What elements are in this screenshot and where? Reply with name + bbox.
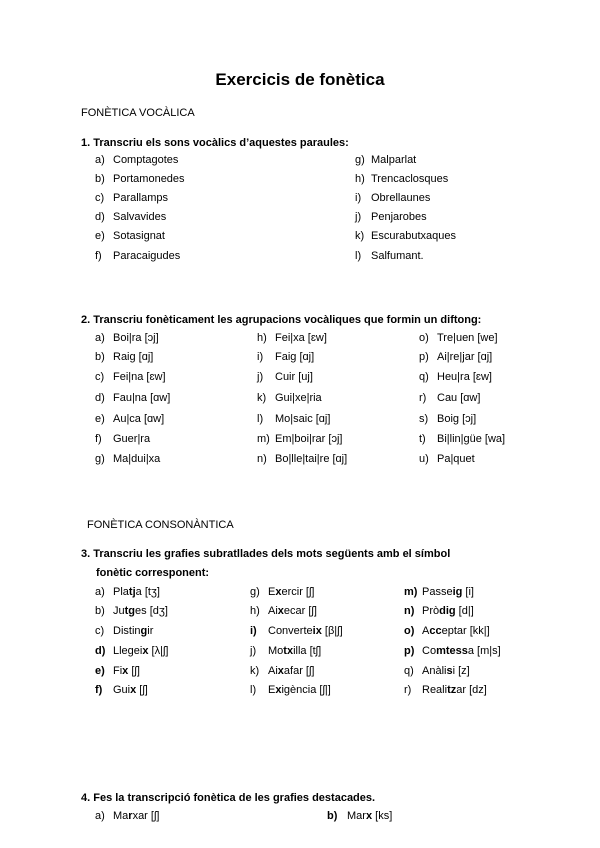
item-letter: r): [404, 684, 412, 696]
item-letter: l): [257, 413, 264, 425]
item-text: Penjarobes: [371, 211, 427, 223]
item-letter: c): [95, 371, 105, 383]
word-suffix: ercir: [281, 586, 303, 598]
list-item: [95, 154, 178, 166]
item-letter: g): [355, 154, 365, 166]
phonetic-symbol: [λ|ʃ]: [148, 645, 169, 657]
item-letter: k): [257, 392, 267, 404]
word-prefix: Reali: [422, 684, 448, 696]
item-letter: h): [257, 332, 267, 344]
question-3-continued: fonètic corresponent:: [96, 567, 210, 579]
question-2: 2. Transcriu fonèticament les agrupacions vocàliques que formin un diftong:: [81, 314, 482, 326]
word-prefix: Co: [422, 645, 437, 657]
item-letter: i): [355, 192, 362, 204]
question-1: 1. Transcriu els sons vocàlics d’aquestes paraules:: [81, 137, 349, 149]
item-letter: o): [404, 625, 415, 637]
highlighted-grapheme: tz: [447, 684, 457, 696]
phonetic-symbol: [d|]: [455, 605, 474, 617]
word-prefix: Ju: [113, 605, 125, 617]
item-text: Gui|xe|ria: [275, 392, 322, 404]
item-text: Guer|ra: [113, 433, 151, 445]
item-letter: b): [327, 810, 338, 822]
highlighted-grapheme: x: [122, 665, 129, 677]
list-item: [419, 413, 476, 425]
word-prefix: Llegei: [113, 645, 143, 657]
item-letter: d): [95, 645, 106, 657]
list-item: [419, 351, 492, 363]
item-text: Mo|saic [ɑj]: [275, 413, 331, 425]
item-text: Sotasignat: [113, 230, 165, 242]
highlighted-grapheme: g: [140, 625, 148, 637]
list-item: [404, 665, 470, 677]
item-text: Trencaclosques: [371, 173, 449, 185]
word-prefix: Gui: [113, 684, 131, 696]
item-letter: c): [95, 192, 105, 204]
highlighted-grapheme: s: [446, 665, 453, 677]
item-text: Obrellaunes: [371, 192, 431, 204]
highlighted-grapheme: cc: [429, 625, 442, 637]
list-item: [419, 453, 475, 465]
word-suffix: a: [135, 586, 142, 598]
item-letter: a): [95, 810, 105, 822]
word-suffix: illa: [293, 645, 307, 657]
list-item: [95, 810, 159, 822]
list-item: [355, 154, 416, 166]
phonetic-symbol: [ʃ]: [147, 810, 160, 822]
item-letter: g): [250, 586, 260, 598]
phonetic-symbol: [ʃ]: [305, 605, 317, 617]
item-letter: a): [95, 332, 105, 344]
list-item: [95, 645, 168, 657]
item-text: Boi|ra [ɔj]: [113, 332, 159, 344]
word-prefix: Prò: [422, 605, 440, 617]
item-word: [113, 684, 136, 696]
list-item: [95, 250, 180, 262]
list-item: [95, 665, 140, 677]
highlighted-grapheme: tg: [124, 605, 136, 617]
item-letter: n): [257, 453, 267, 465]
item-text: Faig [ɑj]: [275, 351, 315, 363]
item-letter: c): [95, 625, 105, 637]
item-letter: r): [419, 392, 427, 404]
list-item: [95, 453, 160, 465]
phonetic-symbol: [ʃ]: [128, 665, 140, 677]
item-letter: d): [95, 211, 105, 223]
item-letter: t): [419, 433, 426, 445]
word-prefix: A: [422, 625, 430, 637]
list-item: [95, 433, 150, 445]
item-letter: d): [95, 392, 105, 404]
list-item: [355, 173, 448, 185]
word-prefix: Ai: [268, 605, 278, 617]
list-item: [355, 230, 456, 242]
item-word: [113, 645, 148, 657]
word-prefix: Distin: [113, 625, 141, 637]
list-item: [404, 625, 490, 637]
item-letter: f): [95, 684, 103, 696]
word-prefix: Ma: [113, 810, 129, 822]
list-item: [95, 230, 165, 242]
section-heading-vocalica: FONÈTICA VOCÀLICA: [81, 107, 195, 119]
phonetic-symbol: [i]: [462, 586, 474, 598]
list-item: [404, 645, 501, 657]
phonetic-symbol: [tʃ]: [306, 645, 322, 657]
highlighted-grapheme: ix: [312, 625, 322, 637]
item-letter: g): [95, 453, 105, 465]
phonetic-symbol: [β|ʃ]: [321, 625, 343, 637]
item-word: [422, 645, 474, 657]
list-item: [95, 392, 170, 404]
list-item: [95, 684, 148, 696]
item-letter: p): [404, 645, 415, 657]
word-suffix: xar: [132, 810, 148, 822]
list-item: [257, 453, 347, 465]
word-suffix: eptar: [441, 625, 467, 637]
question-3: 3. Transcriu les grafies subratllades dels mots següents amb el símbol: [81, 548, 451, 560]
word-prefix: Mar: [347, 810, 366, 822]
phonetic-symbol: [m|s]: [473, 645, 501, 657]
item-letter: e): [95, 665, 105, 677]
item-word: [422, 684, 466, 696]
list-item: [250, 586, 314, 598]
item-letter: e): [95, 230, 105, 242]
phonetic-symbol: [kk|]: [466, 625, 490, 637]
item-letter: k): [250, 665, 260, 677]
list-item: [257, 332, 327, 344]
item-text: Em|boi|rar [ɔj]: [275, 433, 343, 445]
item-word: [268, 665, 303, 677]
word-prefix: Passe: [422, 586, 453, 598]
list-item: [95, 351, 153, 363]
phonetic-symbol: [ks]: [372, 810, 393, 822]
list-item: [95, 211, 166, 223]
list-item: [95, 332, 159, 344]
item-letter: h): [250, 605, 260, 617]
phonetic-symbol: [dz]: [466, 684, 487, 696]
item-word: [422, 605, 456, 617]
item-text: Ai|re|jar [ɑj]: [437, 351, 493, 363]
item-word: [422, 665, 455, 677]
page-title: Exercicis de fonètica: [215, 70, 385, 89]
list-item: [419, 433, 505, 445]
list-item: [95, 625, 153, 637]
list-item: [404, 605, 474, 617]
item-letter: j): [250, 645, 257, 657]
list-item: [250, 684, 331, 696]
item-letter: l): [355, 250, 362, 262]
item-word: [422, 625, 467, 637]
item-letter: e): [95, 413, 105, 425]
highlighted-grapheme: x: [142, 645, 149, 657]
item-text: Bi|lin|güe [wa]: [437, 433, 506, 445]
word-suffix: ir: [147, 625, 154, 637]
item-letter: j): [355, 211, 362, 223]
item-letter: f): [95, 433, 102, 445]
item-word: [113, 810, 148, 822]
word-prefix: Mo: [268, 645, 284, 657]
item-letter: b): [95, 351, 105, 363]
word-prefix: Anàli: [422, 665, 447, 677]
list-item: [404, 586, 474, 598]
item-word: [268, 605, 305, 617]
item-text: Raig [ɑj]: [113, 351, 154, 363]
item-text: Bo|lle|tai|re [ɑj]: [275, 453, 348, 465]
item-word: [113, 625, 153, 637]
item-text: Fei|na [ɛw]: [113, 371, 166, 383]
item-text: Escurabutxaques: [371, 230, 456, 242]
list-item: [257, 392, 322, 404]
item-text: Parallamps: [113, 192, 169, 204]
word-prefix: Fi: [113, 665, 123, 677]
item-text: Boig [ɔj]: [437, 413, 477, 425]
list-item: [95, 586, 160, 598]
item-text: Ma|dui|xa: [113, 453, 161, 465]
item-text: Salvavides: [113, 211, 167, 223]
phonetic-symbol: [ʃ|]: [316, 684, 331, 696]
word-suffix: i: [452, 665, 456, 677]
list-item: [95, 192, 168, 204]
highlighted-grapheme: tx: [283, 645, 294, 657]
item-letter: m): [257, 433, 270, 445]
item-text: Tre|uen [we]: [437, 332, 498, 344]
item-letter: b): [95, 605, 105, 617]
word-suffix: afar: [283, 665, 303, 677]
item-text: Fau|na [ɑw]: [113, 392, 171, 404]
highlighted-grapheme: r: [128, 810, 133, 822]
list-item: [419, 332, 498, 344]
word-suffix: igència: [281, 684, 317, 696]
list-item: [404, 684, 487, 696]
word-suffix: ecar: [283, 605, 306, 617]
item-text: Cuir [uj]: [275, 371, 313, 383]
item-word: [113, 665, 128, 677]
item-word: [268, 586, 303, 598]
word-prefix: Converte: [268, 625, 313, 637]
list-item: [419, 392, 480, 404]
word-suffix: ar: [456, 684, 467, 696]
item-letter: k): [355, 230, 365, 242]
word-prefix: Ai: [268, 665, 278, 677]
section-heading-consonantica: FONÈTICA CONSONÀNTICA: [87, 519, 234, 531]
list-item: [250, 605, 317, 617]
list-item: [355, 250, 424, 262]
highlighted-grapheme: mtess: [436, 645, 468, 657]
item-letter: i): [257, 351, 264, 363]
list-item: [419, 371, 492, 383]
item-letter: u): [419, 453, 429, 465]
list-item: [257, 433, 342, 445]
phonetic-symbol: [tʒ]: [141, 586, 160, 598]
highlighted-grapheme: x: [130, 684, 137, 696]
list-item: [250, 665, 315, 677]
item-word: [268, 684, 316, 696]
list-item: [250, 645, 321, 657]
item-text: Paracaigudes: [113, 250, 181, 262]
list-item: [95, 413, 164, 425]
highlighted-grapheme: x: [365, 810, 373, 822]
list-item: [95, 173, 185, 185]
item-word: [422, 586, 462, 598]
word-prefix: Pla: [113, 586, 129, 598]
word-suffix: es: [135, 605, 147, 617]
highlighted-grapheme: dig: [439, 605, 456, 617]
item-text: Malparlat: [371, 154, 417, 166]
phonetic-symbol: [ʃ]: [302, 665, 315, 677]
list-item: [250, 625, 343, 637]
item-letter: o): [419, 332, 429, 344]
phonetic-symbol: [z]: [455, 665, 470, 677]
highlighted-grapheme: tj: [128, 586, 136, 598]
list-item: [257, 351, 314, 363]
item-letter: f): [95, 250, 102, 262]
item-letter: i): [250, 625, 257, 637]
list-item: [95, 605, 168, 617]
item-word: [268, 645, 307, 657]
item-letter: q): [404, 665, 414, 677]
list-item: [257, 413, 330, 425]
item-letter: n): [404, 605, 415, 617]
item-text: Fei|xa [ɛw]: [275, 332, 327, 344]
item-letter: b): [95, 173, 105, 185]
highlighted-grapheme: x: [275, 684, 282, 696]
list-item: [355, 211, 427, 223]
highlighted-grapheme: ig: [452, 586, 463, 598]
item-letter: a): [95, 586, 105, 598]
item-letter: l): [250, 684, 257, 696]
word-prefix: E: [268, 586, 276, 598]
list-item: [327, 810, 392, 822]
phonetic-symbol: [ʃ]: [302, 586, 315, 598]
item-text: Salfumant.: [371, 250, 424, 262]
phonetic-symbol: [ʃ]: [136, 684, 148, 696]
list-item: [355, 192, 430, 204]
item-letter: h): [355, 173, 365, 185]
word-prefix: E: [268, 684, 276, 696]
item-text: Portamonedes: [113, 173, 185, 185]
item-word: [347, 810, 372, 822]
highlighted-grapheme: x: [277, 605, 284, 617]
item-text: Cau [ɑw]: [437, 392, 481, 404]
item-letter: q): [419, 371, 429, 383]
list-item: [95, 371, 166, 383]
item-letter: j): [257, 371, 264, 383]
item-letter: p): [419, 351, 429, 363]
item-letter: m): [404, 586, 418, 598]
item-word: [268, 625, 322, 637]
item-word: [113, 605, 147, 617]
item-letter: s): [419, 413, 429, 425]
question-4: 4. Fes la transcripció fonètica de les grafies destacades.: [81, 792, 376, 804]
item-text: Comptagotes: [113, 154, 179, 166]
list-item: [257, 371, 313, 383]
item-word: [113, 586, 142, 598]
phonetic-symbol: [dʒ]: [146, 605, 168, 617]
word-suffix: a: [467, 645, 474, 657]
highlighted-grapheme: x: [275, 586, 282, 598]
item-text: Pa|quet: [437, 453, 475, 465]
item-text: Au|ca [ɑw]: [113, 413, 165, 425]
item-letter: a): [95, 154, 105, 166]
item-text: Heu|ra [ɛw]: [437, 371, 492, 383]
highlighted-grapheme: x: [277, 665, 284, 677]
